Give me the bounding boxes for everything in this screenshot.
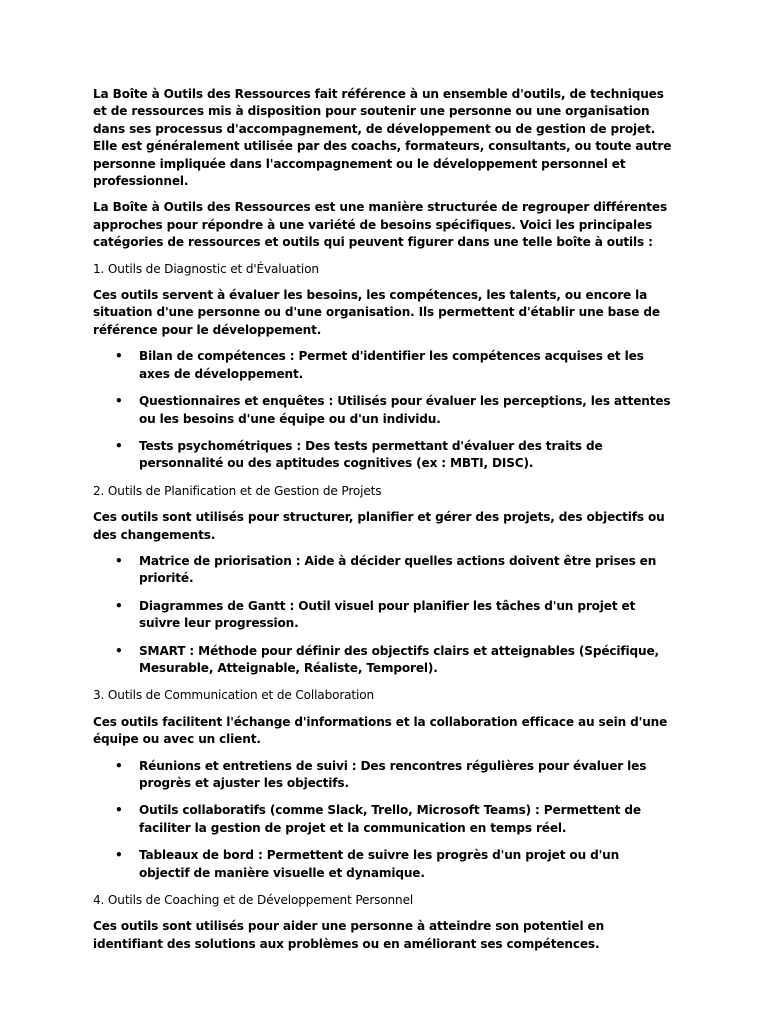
list-item-text: Outils collaboratifs (comme Slack, Trello, Microsoft Teams) : Permettent de faciliter la gestion de projet et la communication en temps réel. [139,803,641,835]
list-item-text: Tableaux de bord : Permettent de suivre les progrès d'un projet ou d'un objectif de manière visuelle et dynamique. [139,848,620,880]
section-coaching [93,892,673,953]
bullet-icon: • [115,598,123,613]
section-planification [93,483,673,678]
bullet-list [93,758,673,882]
bullet-icon: • [115,848,123,863]
list-item-text: Diagrammes de Gantt : Outil visuel pour planifier les tâches d'un projet et suivre leur progression. [139,598,636,631]
section-heading: 1. Outils de Diagnostic et d'Évaluation [93,261,319,276]
section-description: Ces outils servent à évaluer les besoins, les compétences, les talents, ou encore la situation d'une personne ou d'une organisation. Ils permettent d'établir une base de référence pour le développement. [93,288,660,337]
bullet-icon: • [115,553,123,568]
bullet-icon: • [115,758,123,773]
list-item-text: Matrice de priorisation : Aide à décider quelles actions doivent être prises en priorité. [139,553,657,586]
intro-paragraph: La Boîte à Outils des Ressources est une manière structurée de regrouper différentes approches pour répondre à une variété de besoins spécifiques. Voici les principales catégories de ressources et outils qui peuvent figurer dans une telle boîte à outils : [93,200,668,250]
list-item-text: Questionnaires et enquêtes : Utilisés pour évaluer les perceptions, les attentes ou les besoins d'une équipe ou d'un individu. [139,394,671,426]
section-communication [93,687,673,882]
section-heading: 3. Outils de Communication et de Collaboration [93,688,374,703]
section-description: Ces outils sont utilisés pour aider une personne à atteindre son potentiel en identifiant des solutions aux problèmes ou en améliorant ses compétences. [93,919,605,951]
bullet-list [93,348,673,472]
list-item [93,802,673,837]
bullet-icon: • [115,643,123,658]
list-item [93,643,673,678]
list-item [93,758,673,793]
section-heading: 4. Outils de Coaching et de Développement Personnel [93,893,414,908]
list-item-text: Réunions et entretiens de suivi : Des rencontres régulières pour évaluer les progrès et ajuster les objectifs. [139,758,647,790]
list-item-text: SMART : Méthode pour définir des objectifs clairs et atteignables (Spécifique, Mesurable, Atteignable, Réaliste, Temporel). [139,643,659,675]
section-heading: 2. Outils de Planification et de Gestion de Projets [93,483,382,498]
intro-paragraph: La Boîte à Outils des Ressources fait référence à un ensemble d'outils, de techniques et de ressources mis à disposition pour soutenir une personne ou une organisation dans ses processus d'accompagnement, de développement ou de gestion de projet. Elle est généralement utilisée par des coachs, formateurs, consultants, ou toute autre personne impliquée dans l'accompagnement ou le développement personnel et professionnel. [93,87,672,189]
bullet-icon: • [115,394,123,409]
bullet-icon: • [115,438,123,453]
document-page [93,86,673,962]
list-item-text: Bilan de compétences : Permet d'identifier les compétences acquises et les axes de développement. [139,349,644,381]
list-item-text: Tests psychométriques : Des tests permettant d'évaluer des traits de personnalité ou des aptitudes cognitives (ex : MBTI, DISC). [139,438,603,471]
list-item [93,553,673,588]
section-description: Ces outils facilitent l'échange d'informations et la collaboration efficace au sein d'une équipe ou avec un client. [93,714,668,747]
list-item [93,847,673,882]
section-description: Ces outils sont utilisés pour structurer, planifier et gérer des projets, des objectifs ou des changements. [93,510,665,542]
bullet-icon: • [115,349,123,364]
section-diagnostic [93,261,673,473]
list-item [93,598,673,633]
list-item [93,393,673,428]
list-item [93,348,673,383]
list-item [93,438,673,473]
bullet-icon: • [115,803,123,818]
bullet-list [93,553,673,677]
